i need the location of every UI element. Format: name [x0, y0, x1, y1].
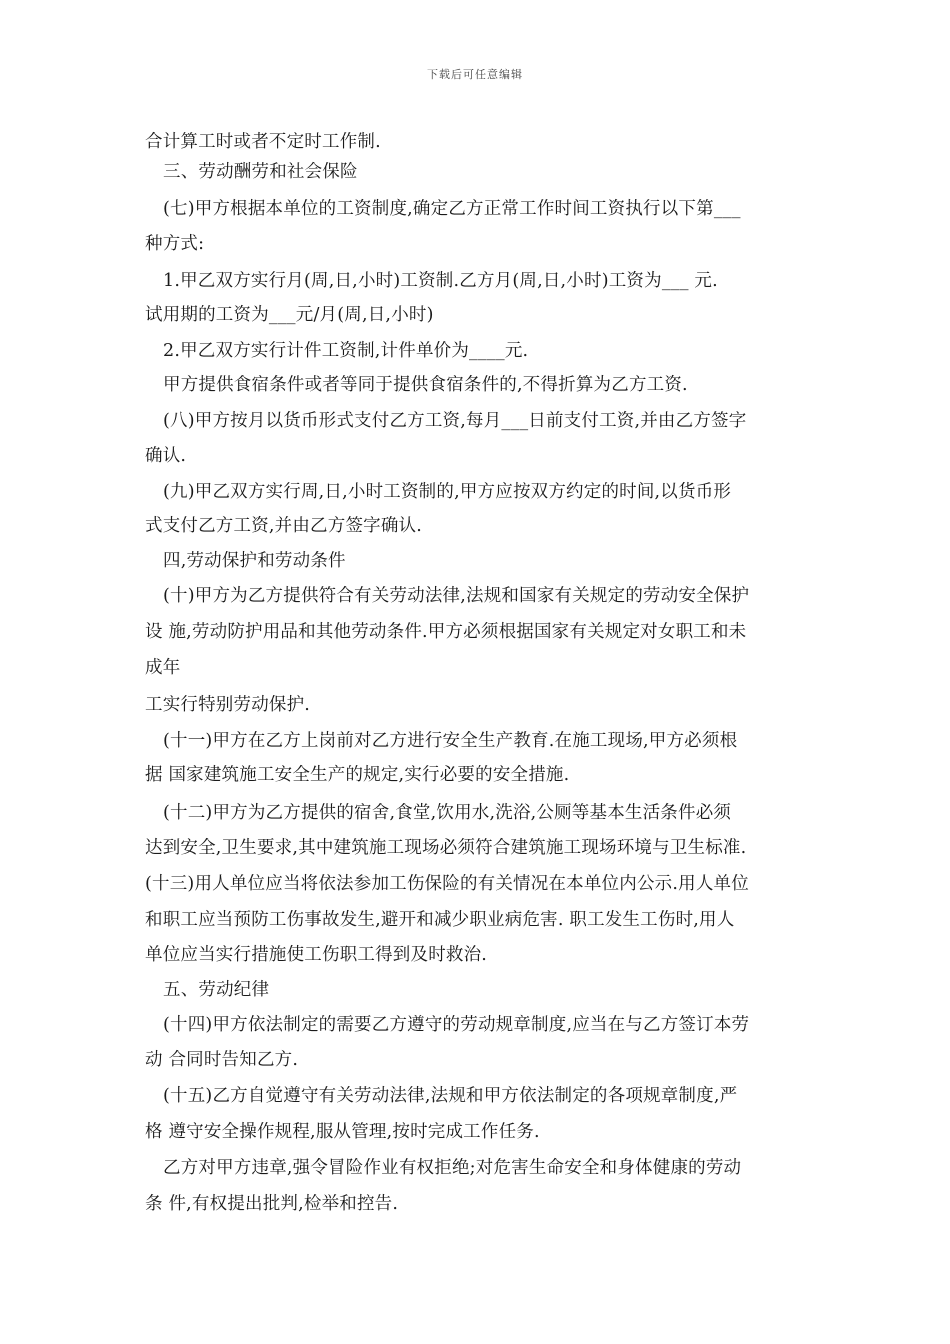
text-line: 成年: [145, 658, 181, 678]
text-line: 达到安全,卫生要求,其中建筑施工现场必须符合建筑施工现场环境与卫生标准.: [145, 838, 747, 858]
text-line: 条 件,有权提出批判,检举和控告.: [145, 1194, 399, 1214]
page-header: 下载后可任意编辑: [427, 68, 523, 81]
text-line: 乙方对甲方违章,强令冒险作业有权拒绝;对危害生命安全和身体健康的劳动: [163, 1158, 742, 1178]
text-line: 据 国家建筑施工安全生产的规定,实行必要的安全措施.: [145, 765, 570, 785]
text-line: (八)甲方按月以货币形式支付乙方工资,每月___日前支付工资,并由乙方签字: [163, 411, 747, 431]
text-line: (十二)甲方为乙方提供的宿舍,食堂,饮用水,洗浴,公厕等基本生活条件必须: [163, 803, 732, 823]
text-line: 甲方提供食宿条件或者等同于提供食宿条件的,不得折算为乙方工资.: [163, 375, 688, 395]
section-heading: 三、劳动酬劳和社会保险: [163, 162, 358, 182]
text-line: (十四)甲方依法制定的需要乙方遵守的劳动规章制度,应当在与乙方签订本劳: [163, 1015, 750, 1035]
text-line: (十)甲方为乙方提供符合有关劳动法律,法规和国家有关规定的劳动安全保护: [163, 586, 750, 606]
text-line: 格 遵守安全操作规程,服从管理,按时完成工作任务.: [145, 1122, 540, 1142]
text-line: 1.甲乙双方实行月(周,日,小时)工资制.乙方月(周,日,小时)工资为___ 元.: [163, 271, 718, 291]
text-line: 式支付乙方工资,并由乙方签字确认.: [145, 516, 423, 536]
text-line: (十三)用人单位应当将依法参加工伤保险的有关情况在本单位内公示.用人单位: [145, 874, 749, 894]
text-line: 和职工应当预防工伤事故发生,避开和减少职业病危害. 职工发生工伤时,用人: [145, 910, 735, 930]
text-line: 工实行特别劳动保护.: [145, 695, 311, 715]
text-line: 确认.: [145, 446, 187, 466]
section-heading: 四,劳动保护和劳动条件: [163, 551, 346, 571]
section-heading: 五、劳动纪律: [163, 980, 270, 1000]
text-line: 种方式:: [145, 234, 205, 254]
text-line: (十一)甲方在乙方上岗前对乙方进行安全生产教育.在施工现场,甲方必须根: [163, 731, 738, 751]
text-line: 2.甲乙双方实行计件工资制,计件单价为____元.: [163, 341, 529, 361]
text-line: 试用期的工资为___元/月(周,日,小时): [145, 305, 434, 325]
text-line: 单位应当实行措施使工伤职工得到及时救治.: [145, 945, 488, 965]
text-line: 合计算工时或者不定时工作制.: [145, 132, 381, 152]
text-line: (九)甲乙双方实行周,日,小时工资制的,甲方应按双方约定的时间,以货币形: [163, 482, 732, 502]
text-line: (十五)乙方自觉遵守有关劳动法律,法规和甲方依法制定的各项规章制度,严: [163, 1086, 738, 1106]
text-line: 动 合同时告知乙方.: [145, 1050, 299, 1070]
text-line: (七)甲方根据本单位的工资制度,确定乙方正常工作时间工资执行以下第___: [163, 199, 741, 219]
text-line: 设 施,劳动防护用品和其他劳动条件.甲方必须根据国家有关规定对女职工和未: [145, 622, 747, 642]
